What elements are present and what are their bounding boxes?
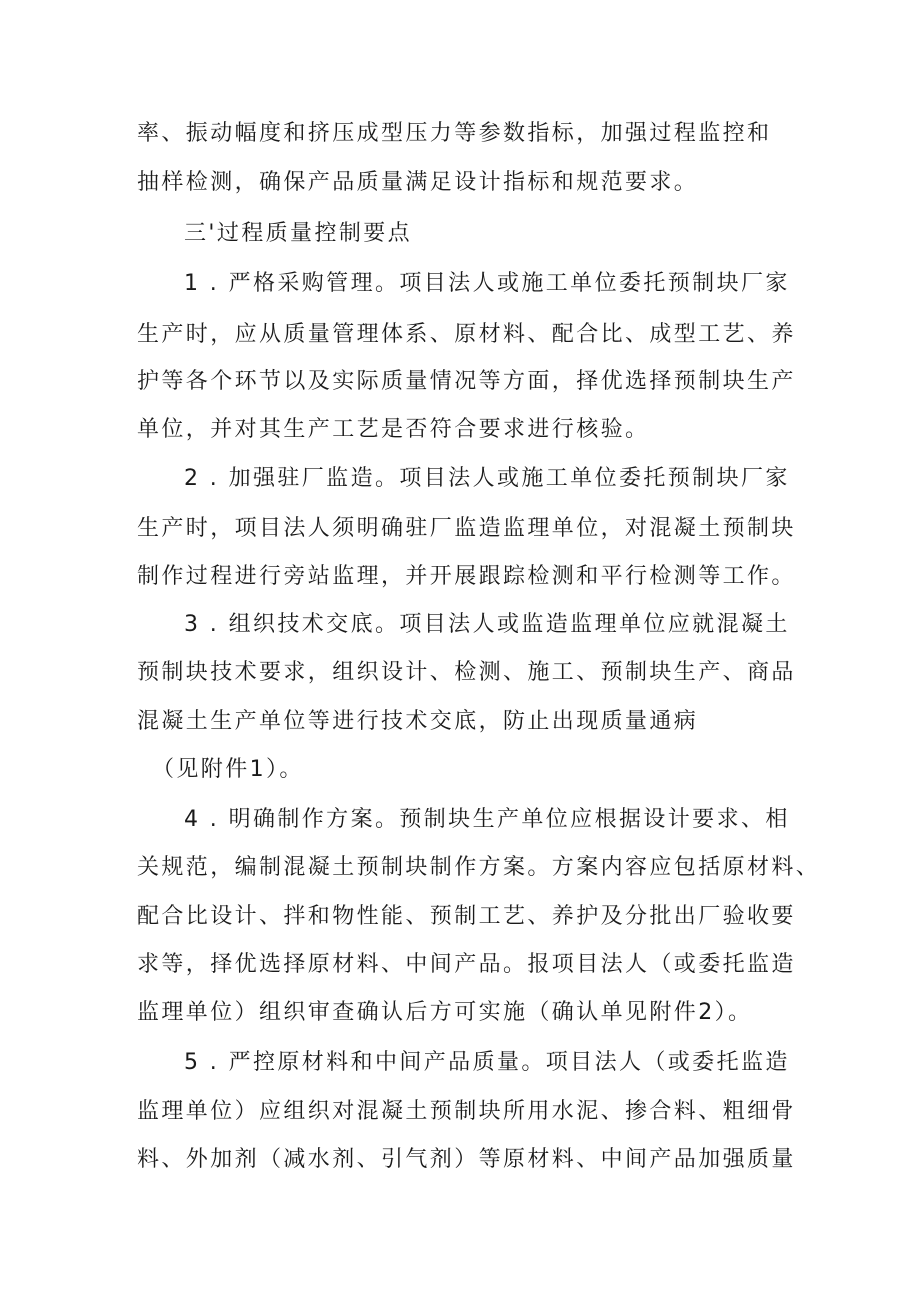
text-line: 配合比设计、拌和物性能、预制工艺、养护及分批出厂验收要 (137, 904, 796, 929)
text-line: （见附件1）。 (152, 757, 304, 782)
text-line: 4 . 明确制作方案。预制块生产单位应根据设计要求、相 (184, 807, 790, 832)
section-heading: 三'过程质量控制要点 (184, 221, 413, 246)
text-line: 混凝土生产单位等进行技术交底，防止出现质量通病 (137, 709, 699, 734)
text-line: 关规范，编制混凝土预制块制作方案。方案内容应包括原材料、 (137, 855, 821, 880)
text-line: 生产时，应从质量管理体系、原材料、配合比、成型工艺、养 (137, 322, 796, 347)
text-line: 3 . 组织技术交底。项目法人或监造监理单位应就混凝土 (184, 612, 790, 637)
text-line: 护等各个环节以及实际质量情况等方面，择优选择预制块生产 (137, 369, 796, 394)
text-line: 5 . 严控原材料和中间产品质量。项目法人（或委托监造 (184, 1050, 790, 1075)
text-line: 2 . 加强驻厂监造。项目法人或施工单位委托预制块厂家 (184, 466, 790, 491)
text-line: 料、外加剂（减水剂、引气剂）等原材料、中间产品加强质量 (137, 1147, 796, 1172)
text-line: 单位，并对其生产工艺是否符合要求进行核验。 (137, 417, 650, 442)
text-line: 抽样检测，确保产品质量满足设计指标和规范要求。 (137, 170, 699, 195)
text-line: 监理单位）应组织对混凝土预制块所用水泥、掺合料、粗细骨 (137, 1099, 796, 1124)
text-line: 生产时，项目法人须明确驻厂监造监理单位，对混凝土预制块 (137, 516, 796, 541)
text-line: 1 . 严格采购管理。项目法人或施工单位委托预制块厂家 (184, 271, 790, 296)
text-line: 预制块技术要求，组织设计、检测、施工、预制块生产、商品 (137, 660, 796, 685)
text-line: 监理单位）组织审查确认后方可实施（确认单见附件2）。 (137, 1000, 753, 1025)
text-line: 制作过程进行旁站监理，并开展跟踪检测和平行检测等工作。 (137, 564, 796, 589)
text-line: 率、振动幅度和挤压成型压力等参数指标，加强过程监控和 (137, 121, 772, 146)
text-line: 求等，择优选择原材料、中间产品。报项目法人（或委托监造 (137, 952, 796, 977)
